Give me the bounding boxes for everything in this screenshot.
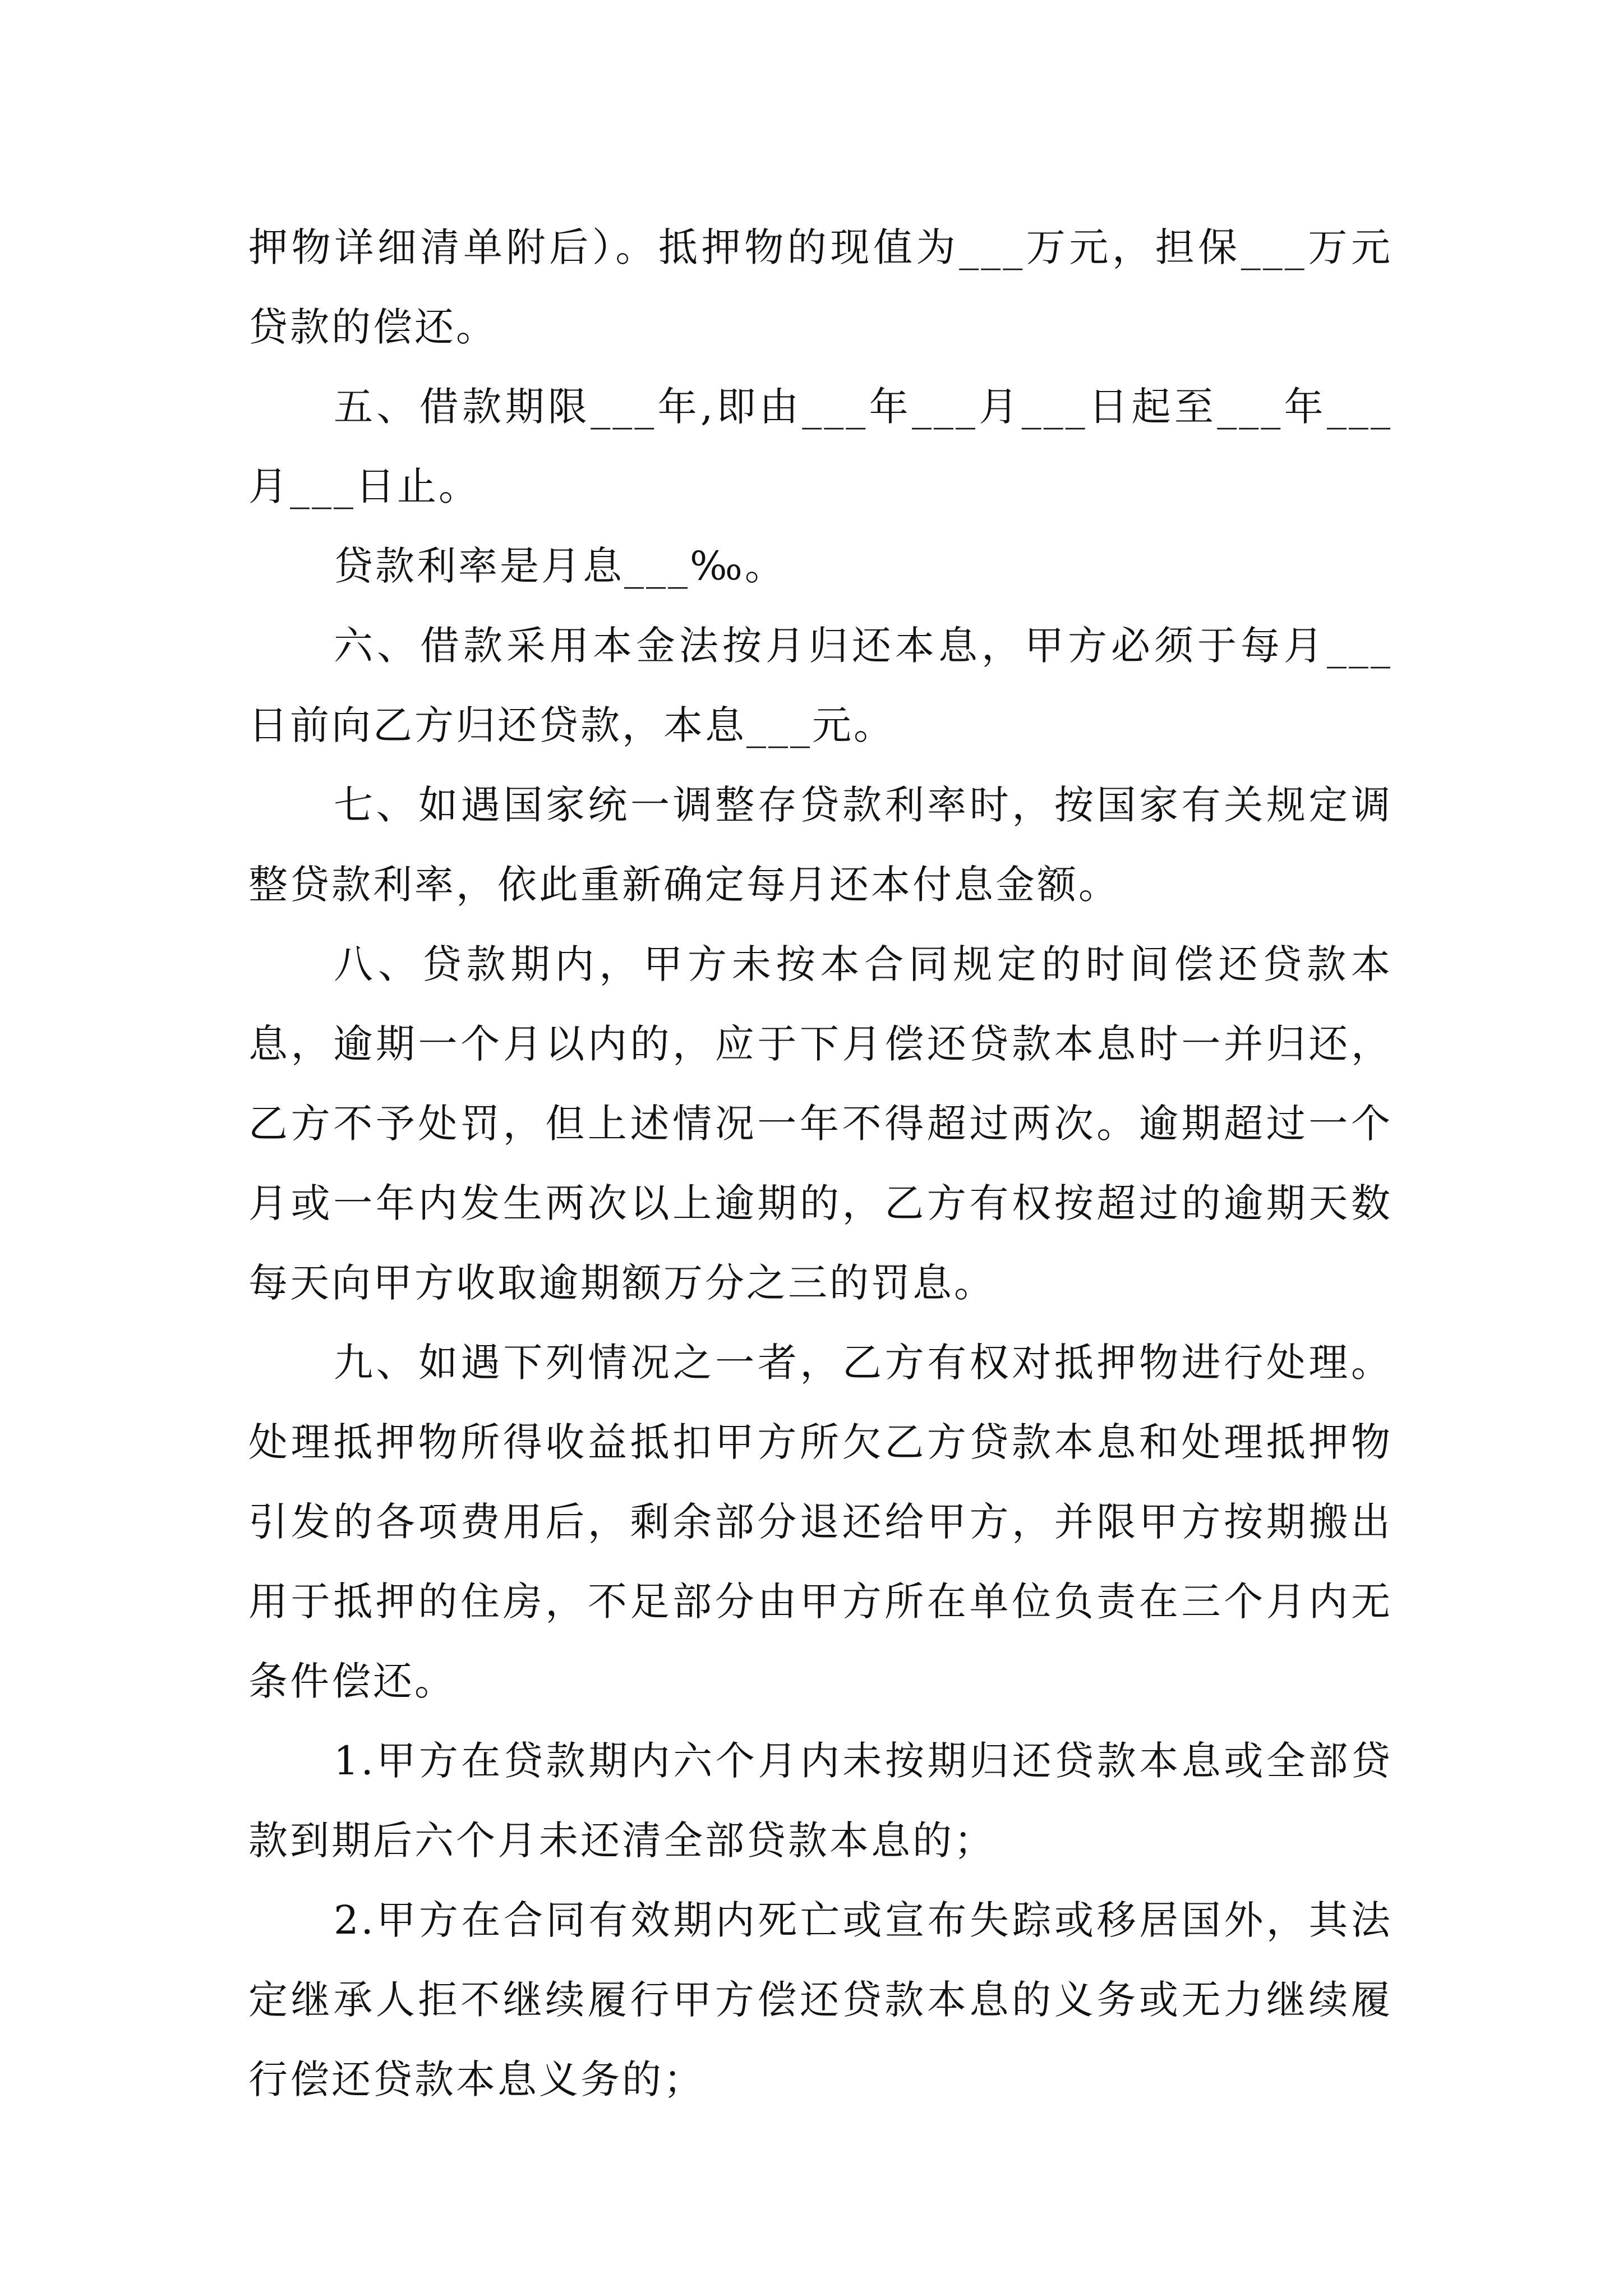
paragraph-rate-adjustment: 七、如遇国家统一调整存贷款利率时，按国家有关规定调整贷款利率，依此重新确定每月还本付息金额。 [248, 782, 1393, 908]
paragraph-repayment-method: 六、借款采用本金法按月归还本息，甲方必须于每月___日前向乙方归还贷款，本息___元。 [248, 623, 1393, 748]
paragraph-collateral-disposal: 九、如遇下列情况之一者，乙方有权对抵押物进行处理。处理抵押物所得收益抵扣甲方所欠乙方贷款本息和处理抵押物引发的各项费用后，剩余部分退还给甲方，并限甲方按期搬出用于抵押的住房，不足部分由甲方所在单位负责在三个月内无条件偿还。 [248, 1340, 1393, 1704]
list-item-condition-2: 2.甲方在合同有效期内死亡或宣布失踪或移居国外，其法定继承人拒不继续履行甲方偿还贷款本息的义务或无力继续履行偿还贷款本息义务的； [248, 1897, 1393, 2102]
paragraph-overdue-penalty: 八、贷款期内，甲方未按本合同规定的时间偿还贷款本息，逾期一个月以内的，应于下月偿还贷款本息时一并归还，乙方不予处罚，但上述情况一年不得超过两次。逾期超过一个月或一年内发生两次以上逾期的，乙方有权按超过的逾期天数每天向甲方收取逾期额万分之三的罚息。 [248, 941, 1393, 1306]
paragraph-loan-term: 五、借款期限___年,即由___年___月___日起至___年___月___日止。 [248, 384, 1393, 509]
paragraph-collateral-value: 押物详细清单附后）。抵押物的现值为___万元，担保___万元贷款的偿还。 [248, 224, 1393, 350]
contract-body [248, 208, 1393, 2119]
paragraph-interest-rate: 贷款利率是月息___‰。 [334, 543, 786, 589]
list-item-condition-1: 1.甲方在贷款期内六个月内未按期归还贷款本息或全部贷款到期后六个月未还清全部贷款本息的； [248, 1738, 1393, 1864]
